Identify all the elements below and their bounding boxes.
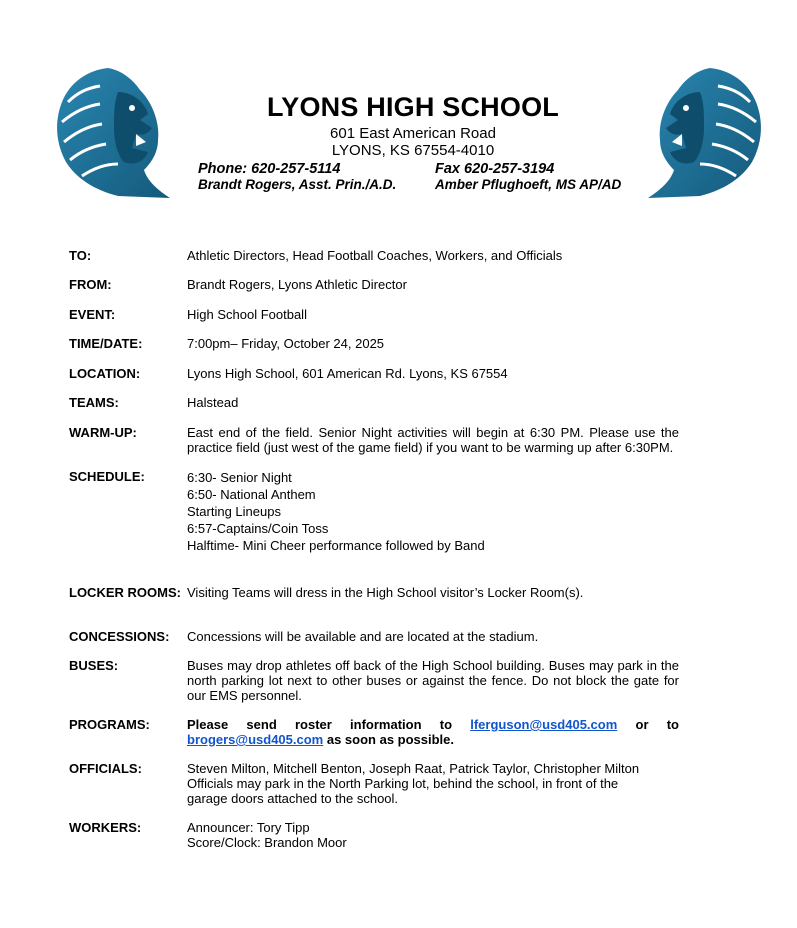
concessions-label: CONCESSIONS: [69, 629, 170, 644]
memo-row-schedule [69, 469, 679, 585]
memo-row-locker [69, 585, 679, 629]
memo-row-event [69, 307, 679, 336]
officials-value [187, 761, 679, 820]
memo-row-workers [69, 820, 679, 850]
warmup-value: East end of the field. Senior Night activities will begin at 6:30 PM. Please use the practice field (just west of the game field) if you want to be warming up after 6:30PM. [187, 425, 679, 455]
to-label: TO: [69, 248, 92, 263]
fax: Fax 620-257-3194 [435, 161, 555, 177]
locker-value: Visiting Teams will dress in the High School visitor’s Locker Room(s). [187, 585, 584, 600]
address-line-2: LYONS, KS 67554-4010 [331, 142, 495, 159]
schedule-item: Halftime- Mini Cheer performance followed by Band [187, 538, 485, 553]
phone-fax-row [198, 161, 622, 177]
schedule-list [187, 469, 679, 585]
time-value: 7:00pm– Friday, October 24, 2025 [187, 336, 385, 351]
contact-right: Amber Pflughoeft, MS AP/AD [435, 177, 622, 192]
from-value: Brandt Rogers, Lyons Athletic Director [187, 277, 407, 292]
event-label: EVENT: [69, 307, 116, 322]
programs-text-mid: or to [635, 717, 679, 732]
from-label: FROM: [69, 277, 112, 292]
schedule-item: 6:57-Captains/Coin Toss [187, 521, 329, 536]
memo-row-teams [69, 395, 679, 425]
worker-item: Score/Clock: Brandon Moor [187, 835, 347, 850]
memo-row-programs [69, 717, 679, 761]
workers-label: WORKERS: [69, 820, 142, 835]
schedule-item: Starting Lineups [187, 504, 281, 519]
officials-note: Officials may park in the North Parking lot, behind the school, in front of the garage doors attached to the school. [187, 776, 619, 806]
programs-text-post: as soon as possible. [326, 732, 455, 747]
memo-row-officials [69, 761, 679, 820]
contact-left: Brandt Rogers, Asst. Prin./A.D. [198, 177, 397, 192]
memo-row-location [69, 366, 679, 395]
letterhead [198, 94, 622, 193]
time-label: TIME/DATE: [69, 336, 143, 351]
address-line-1: 601 East American Road [330, 125, 496, 142]
programs-text-pre: Please send roster information to [187, 717, 453, 732]
warmup-label: WARM-UP: [69, 425, 137, 440]
buses-value: Buses may drop athletes off back of the High School building. Buses may park in the north parking lot next to other buses or against the fence. Do not block the gate for our EMS personnel. [187, 658, 679, 703]
memo-row-to [69, 248, 679, 277]
programs-value [187, 717, 679, 761]
event-value: High School Football [187, 307, 307, 322]
memo-row-time [69, 336, 679, 366]
location-value: Lyons High School, 601 American Rd. Lyons, KS 67554 [187, 366, 508, 381]
to-value: Athletic Directors, Head Football Coaches, Workers, and Officials [187, 248, 563, 263]
programs-label: PROGRAMS: [69, 717, 150, 732]
schedule-label: SCHEDULE: [69, 469, 145, 484]
locker-label-line-2: ROOMS: [127, 585, 181, 600]
email-link-brogers[interactable]: brogers@usd405.com [187, 732, 324, 747]
locker-label [69, 585, 187, 629]
concessions-value: Concessions will be available and are located at the stadium. [187, 629, 539, 644]
memo-body [69, 248, 679, 850]
lion-logo-left [48, 62, 170, 198]
locker-label-line-1: LOCKER [69, 585, 124, 600]
email-link-lferguson[interactable]: lferguson@usd405.com [470, 717, 618, 732]
officials-label: OFFICIALS: [69, 761, 142, 776]
worker-item: Announcer: Tory Tipp [187, 820, 310, 835]
memo-row-warmup [69, 425, 679, 469]
teams-label: TEAMS: [69, 395, 119, 410]
memo-row-from [69, 277, 679, 307]
memo-row-buses [69, 658, 679, 717]
school-name: LYONS HIGH SCHOOL [267, 92, 559, 122]
teams-value: Halstead [187, 395, 239, 410]
schedule-item: 6:50- National Anthem [187, 487, 316, 502]
memo-row-concessions [69, 629, 679, 658]
location-label: LOCATION: [69, 366, 141, 381]
lion-logo-right [648, 62, 770, 198]
buses-label: BUSES: [69, 658, 119, 673]
workers-list [187, 820, 679, 850]
schedule-item: 6:30- Senior Night [187, 470, 292, 485]
officials-names: Steven Milton, Mitchell Benton, Joseph Raat, Patrick Taylor, Christopher Milton [187, 761, 640, 776]
contacts-row [198, 177, 622, 193]
phone: Phone: 620-257-5114 [198, 161, 341, 177]
